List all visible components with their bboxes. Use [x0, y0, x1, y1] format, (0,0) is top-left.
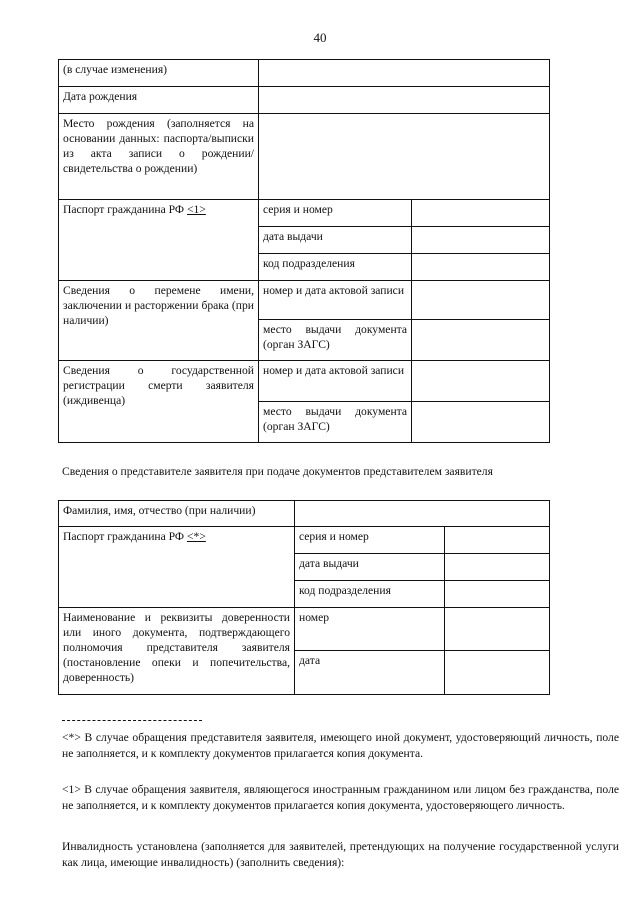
label-issue-date: дата выдачи [259, 227, 412, 254]
label-rep-issue-date: дата выдачи [295, 554, 445, 581]
value-record-number-date[interactable] [412, 281, 550, 320]
value-rep-doc-date[interactable] [445, 651, 550, 695]
value-rep-division-code[interactable] [445, 581, 550, 608]
value-rep-full-name[interactable] [295, 501, 550, 527]
value-name-change[interactable] [259, 60, 550, 87]
passport-footnote-ref: <1> [187, 203, 206, 216]
representative-info-table [58, 500, 550, 695]
value-issue-place[interactable] [412, 320, 550, 361]
disability-statement: Инвалидность установлена (заполняется для заявителей, претендующих на получение государственной услуги как лица, имеющие инвалидность) (заполнить сведения): [62, 840, 619, 869]
label-rep-series-number: серия и номер [295, 527, 445, 554]
page-number: 40 [313, 30, 327, 45]
label-record-number-date-2: номер и дата актовой записи [259, 361, 412, 402]
label-division-code: код подразделения [259, 254, 412, 281]
label-rep-full-name: Фамилия, имя, отчество (при наличии) [59, 501, 295, 527]
footnote-foreign-citizen: <1> В случае обращения заявителя, являющегося иностранным гражданином или лицом без гражданства, поле не заполняется, и к комплекту документов прилагается копия документа, удостоверяющего личность. [62, 783, 619, 812]
passport-label-text: Паспорт гражданина РФ [63, 203, 187, 216]
value-issue-place-2[interactable] [412, 402, 550, 443]
value-issue-date[interactable] [412, 227, 550, 254]
label-death-registration: Сведения о государственной регистрации смерти заявителя (иждивенца) [59, 361, 259, 443]
label-record-number-date: номер и дата актовой записи [259, 281, 412, 320]
label-name-change-info: Сведения о перемене имени, заключении и расторжении брака (при наличии) [59, 281, 259, 361]
footnote-separator [62, 720, 202, 721]
label-rep-passport [59, 527, 295, 608]
label-issue-place-2: место выдачи документа (орган ЗАГС) [259, 402, 412, 443]
applicant-info-table [58, 59, 550, 443]
representative-heading: Сведения о представителе заявителя при подаче документов представителем заявителя [62, 465, 493, 478]
value-rep-series-number[interactable] [445, 527, 550, 554]
label-birth-place: Место рождения (заполняется на основании данных: паспорта/выписки из акта записи о рождении/свидетельства о рождении) [59, 114, 259, 200]
label-rep-authority-doc: Наименование и реквизиты доверенности или иного документа, подтверждающего полномочия представителя заявителя (постановление опеки и попечительства, доверенность) [59, 608, 295, 695]
label-rep-doc-date: дата [295, 651, 445, 695]
value-rep-doc-number[interactable] [445, 608, 550, 651]
footnote-representative: <*> В случае обращения представителя заявителя, имеющего иной документ, удостоверяющий личность, поле не заполняется, и к комплекту документов прилагается копия документа. [62, 731, 619, 760]
value-birth-place[interactable] [259, 114, 550, 200]
value-series-number[interactable] [412, 200, 550, 227]
label-series-number: серия и номер [259, 200, 412, 227]
label-birth-date: Дата рождения [59, 87, 259, 114]
rep-passport-label-text: Паспорт гражданина РФ [63, 530, 187, 543]
label-issue-place: место выдачи документа (орган ЗАГС) [259, 320, 412, 361]
label-rep-doc-number: номер [295, 608, 445, 651]
label-passport [59, 200, 259, 281]
value-division-code[interactable] [412, 254, 550, 281]
rep-passport-footnote-ref: <*> [187, 530, 206, 543]
value-rep-issue-date[interactable] [445, 554, 550, 581]
value-birth-date[interactable] [259, 87, 550, 114]
value-record-number-date-2[interactable] [412, 361, 550, 402]
label-name-change: (в случае изменения) [59, 60, 259, 87]
label-rep-division-code: код подразделения [295, 581, 445, 608]
